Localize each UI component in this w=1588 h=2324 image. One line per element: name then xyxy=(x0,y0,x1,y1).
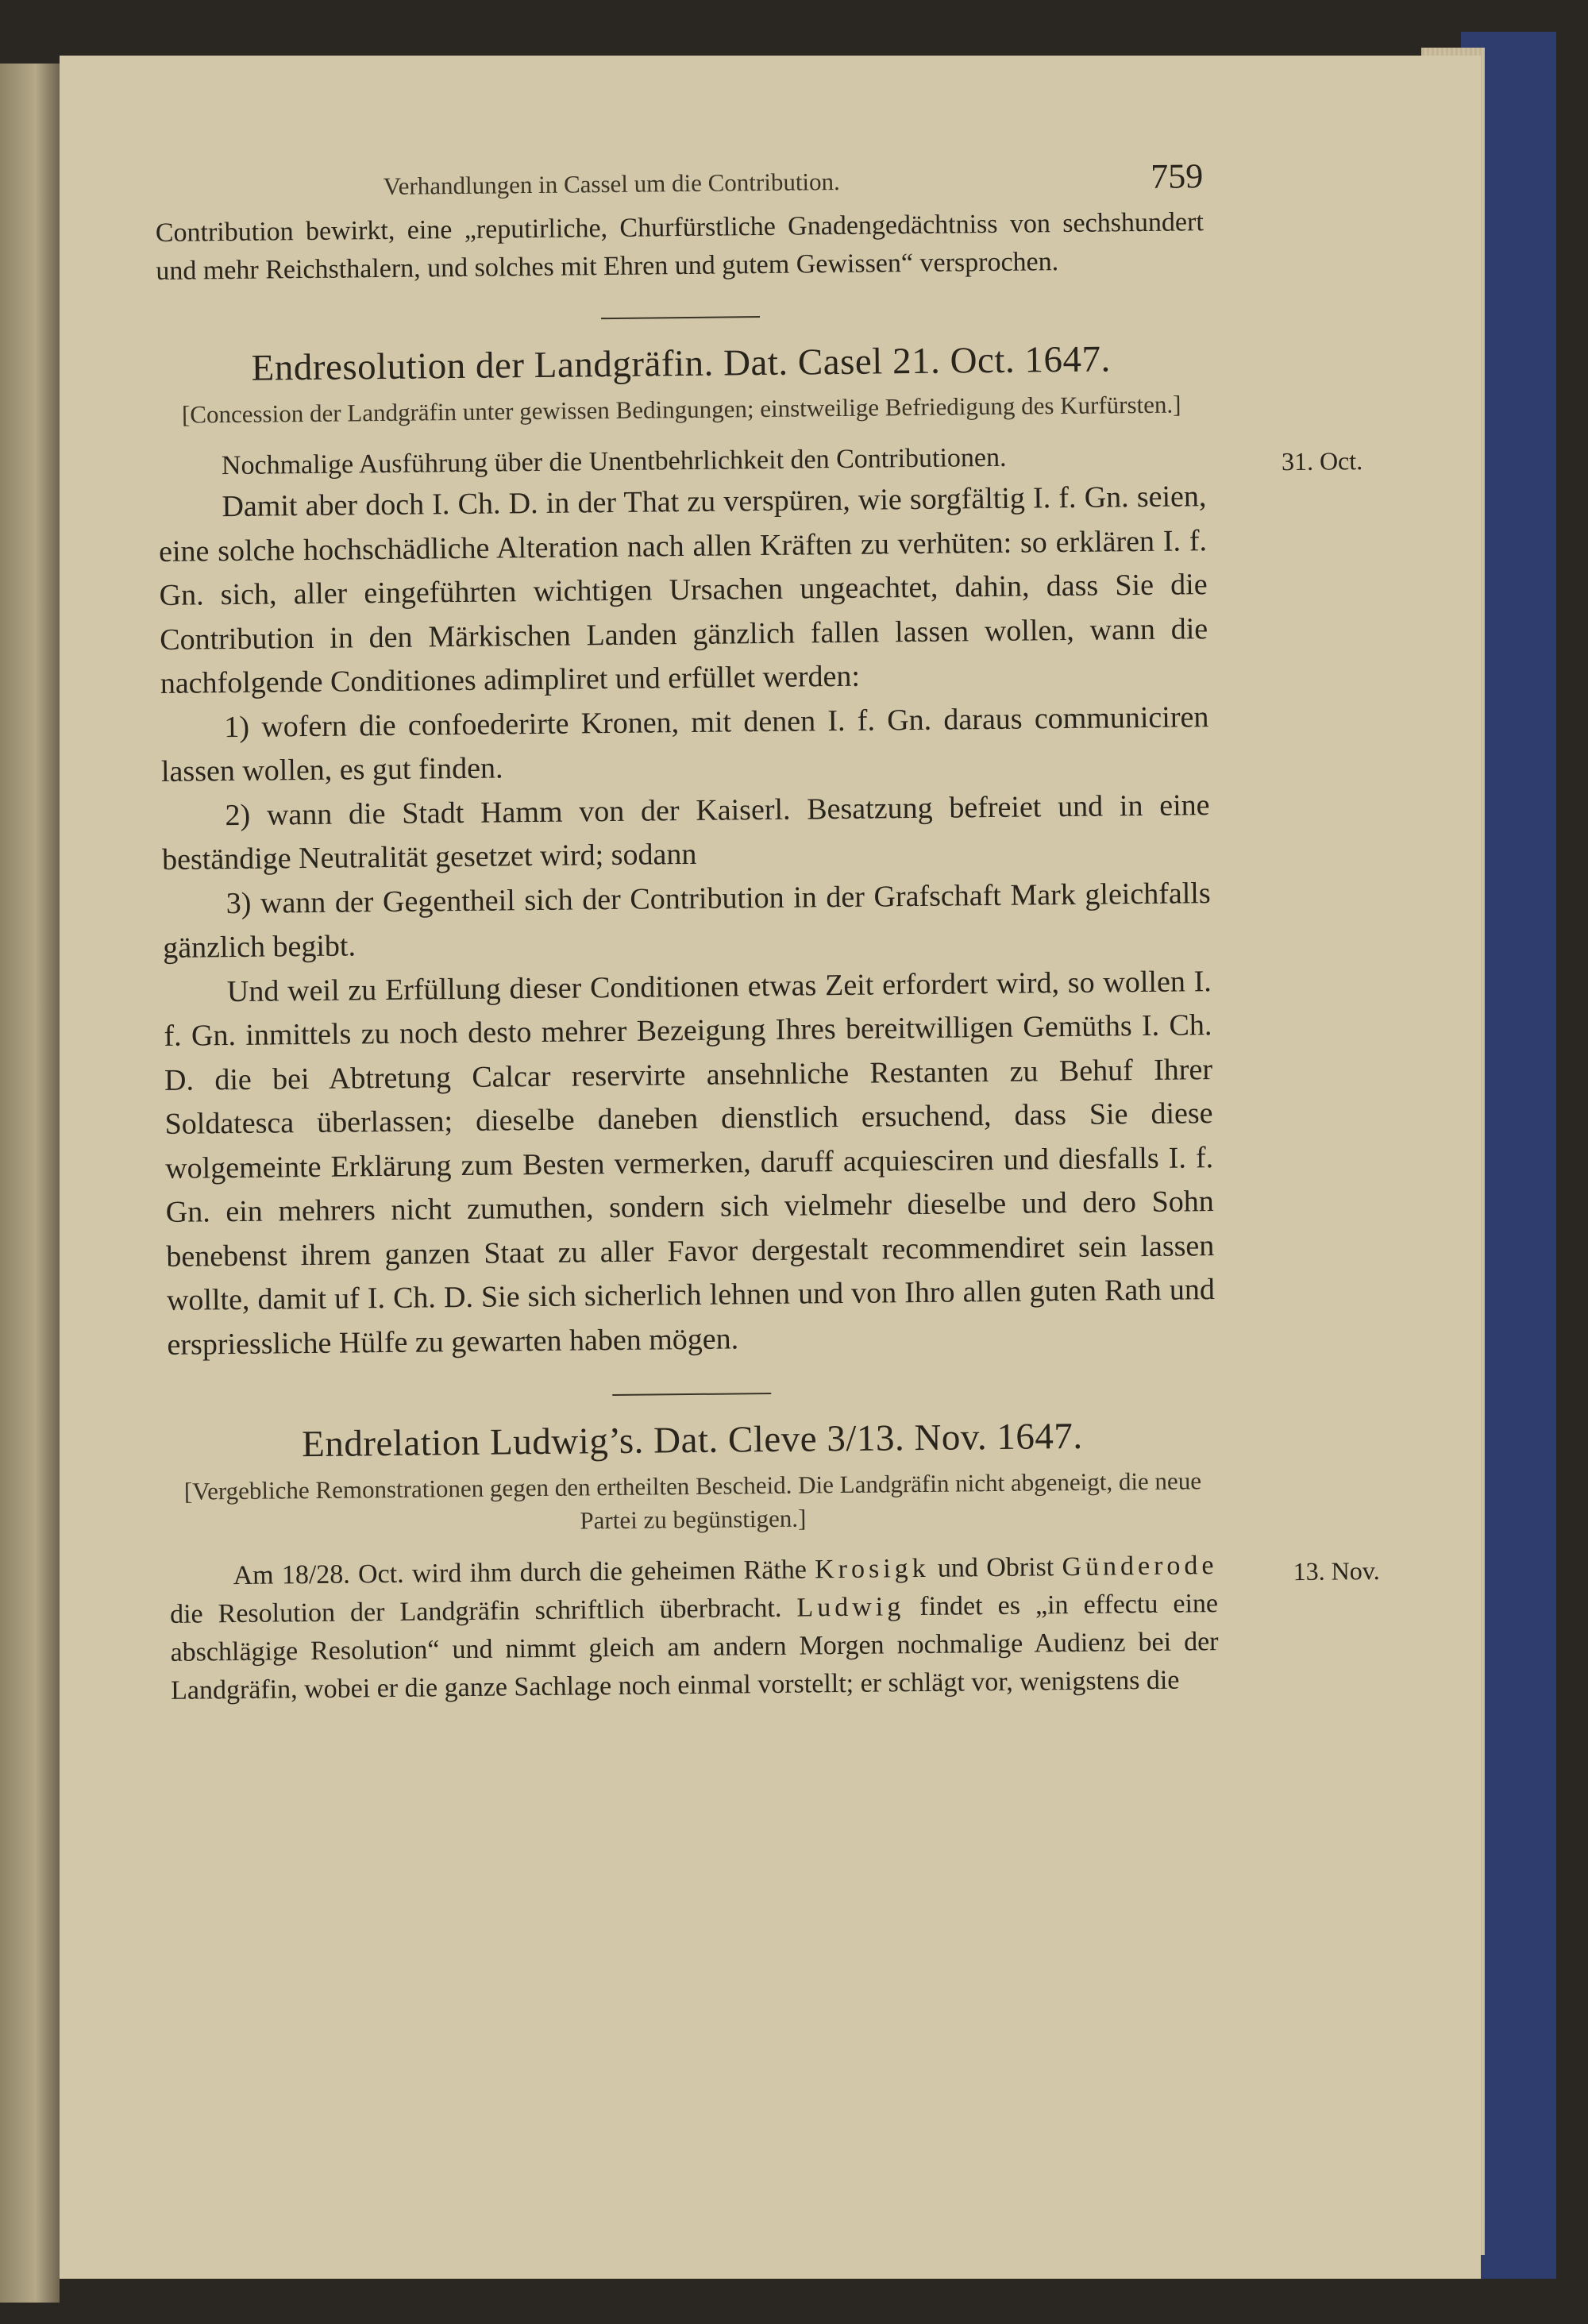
section2-heading: Endrelation Ludwig’s. Dat. Cleve 3/13. Nov. 1647. xyxy=(301,1415,1083,1466)
left-page-edge xyxy=(0,64,60,2303)
name-ludwig: Ludwig xyxy=(796,1592,905,1623)
section-divider xyxy=(601,316,760,319)
section2-text-c: die Resolution der Landgräfin schriftlich überbracht. xyxy=(169,1593,797,1629)
section2-paragraph-1 xyxy=(169,1547,1380,1710)
section1-margin-date: 31. Oct. xyxy=(1281,446,1363,476)
section-divider xyxy=(612,1393,771,1396)
section2-text-a: Am 18/28. Oct. wird ihm durch die geheimen Räthe xyxy=(233,1555,815,1591)
section1-heading: Endresolution der Landgräfin. Dat. Casel 21. Oct. 1647. xyxy=(251,338,1111,389)
condition-3: 3) wann der Gegentheil sich der Contribution in der Grafschaft Mark gleichfalls gänzlich begibt. xyxy=(163,876,1211,965)
section1-paragraph-1-text: Nochmalige Ausführung über die Unentbehrlichkeit den Contributionen. xyxy=(221,442,1007,481)
condition-2: 2) wann die Stadt Hamm von der Kaiserl. Besatzung befreiet und in eine beständige Neutralität gesetzet wird; sodann xyxy=(161,788,1210,877)
section1-paragraph-2: Damit aber doch I. Ch. D. in der That zu verspüren, wie sorgfältig I. f. Gn. seien, eine solche hochschädliche Alteration nach allen Kräften zu verhüten: so erklären I. f. Gn. sich, aller eingeführten wichtigen Ursachen ungeachtet, dahin, dass Sie die Contribution in den Märkischen Landen gänzlich fallen lassen wollen, wann die nachfolgende Conditiones adimpliret und erfüllet werden: xyxy=(158,480,1208,700)
section2-text-d: findet es „in effectu eine abschlägige Resolution“ und nimmt gleich am andern Morgen nochmalige Audienz bei der Landgräfin, wobei er die ganze Sachlage noch einmal vorstellt; er schlägt vor, wenigstens die xyxy=(170,1589,1219,1705)
section1-paragraph-6: Und weil zu Erfüllung dieser Conditionen etwas Zeit erfordert wird, so wollen I. f. Gn. inmittels zu noch desto mehrer Bezeigung Ihres bereitwilligen Gemüths I. Ch. D. die bei Abtretung Calcar reservirte ansehnliche Restanten zu Behuf Ihrer Soldatesca überlassen; dieselbe daneben dienstlich ersuchend, dass Sie diese wolgemeinte Erklärung zum Besten vermerken, daruff acquiesciren und diesfalls I. f. Gn. ein mehrers nicht zumuthen, sondern sich vielmehr dieselbe und dero Sohn benebenst ihrem ganzen Staat zu aller Favor dergestalt recommendiret sein lassen wollte, damit uf I. Ch. D. Sie sich sicherlich lehnen und von Ihro allen guten Rath und erspriessliche Hülfe zu gewarten haben mögen. xyxy=(164,964,1216,1362)
name-krosigk: Krosigk xyxy=(814,1553,930,1585)
condition-1: 1) wofern die confoederirte Kronen, mit denen I. f. Gn. daraus communiciren lassen wollen, es gut finden. xyxy=(160,700,1209,788)
section2-summary: [Vergebliche Remonstrationen gegen den ertheilten Bescheid. Die Landgräfin nicht abgeneigt, die neue Partei zu begünstigen.] xyxy=(183,1466,1202,1535)
page-content xyxy=(155,156,1380,1742)
running-head-title: Verhandlungen in Cassel um die Contribution. xyxy=(383,167,841,200)
intro-paragraph: Contribution bewirkt, eine „reputirliche, Churfürstliche Gnadengedächtniss von sechshundert und mehr Reichsthalern, und solches mit Ehren und gutem Gewissen“ versprochen. xyxy=(155,207,1204,286)
section2-margin-date: 13. Nov. xyxy=(1293,1555,1380,1586)
section2-text-b: und Obrist xyxy=(929,1552,1062,1583)
name-guenderode: Günderode xyxy=(1062,1551,1218,1582)
page-number: 759 xyxy=(1150,156,1204,196)
section1-summary: [Concession der Landgräfin unter gewissen Bedingungen; einstweilige Befriedigung des Kurfürsten.] xyxy=(181,390,1181,429)
